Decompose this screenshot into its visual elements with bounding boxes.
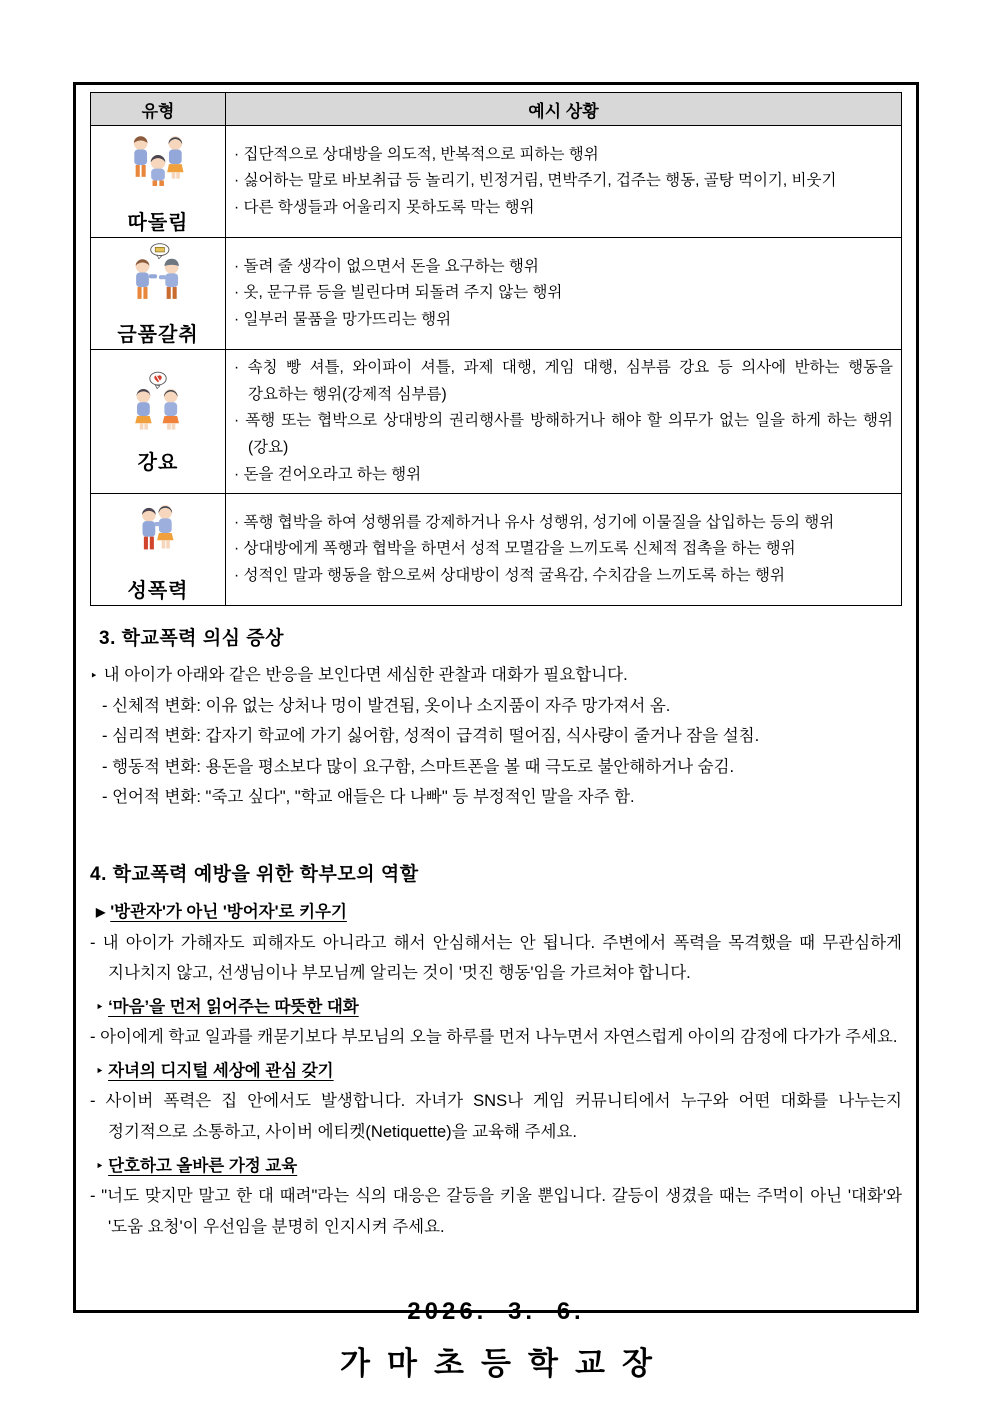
table-header-type: 유형 — [91, 93, 226, 126]
example-item: · 일부러 물품을 망가뜨리는 행위 — [234, 310, 452, 328]
parent-role-subsection — [90, 993, 902, 1053]
subsection-heading — [96, 1152, 902, 1182]
subsection-heading-text: 자녀의 디지털 세상에 관심 갖기 — [108, 1061, 334, 1080]
subsection-heading — [96, 898, 902, 928]
type-label: 따돌림 — [127, 212, 189, 234]
example-item: · 다른 학생들과 어울리지 못하도록 막는 행위 — [234, 198, 535, 216]
bullying-icon — [127, 130, 189, 200]
subsection-heading-text: '방관자'가 아닌 '방어자'로 키우기 — [110, 902, 347, 921]
symptom-item: - 행동적 변화: 용돈을 평소보다 많이 요구함, 스마트폰을 볼 때 극도로 불안해하거나 숨김. — [102, 757, 735, 776]
example-item: · 돌려 줄 생각이 없으면서 돈을 요구하는 행위 — [234, 257, 539, 275]
document-frame — [73, 82, 919, 1382]
symptom-item: - 심리적 변화: 갑자기 학교에 가기 싫어함, 성적이 급격히 떨어짐, 식사량이 줄거나 잠을 설침. — [102, 727, 760, 746]
section3-title: 3. 학교폭력 의심 증상 — [99, 628, 285, 650]
extortion-icon — [127, 242, 189, 312]
example-item: · 싫어하는 말로 바보취급 등 놀리기, 빈정거림, 면박주기, 겁주는 행동, 골탕 먹이기, 비웃기 — [234, 172, 837, 190]
table-row — [91, 494, 902, 606]
example-item: · 집단적으로 상대방을 의도적, 반복적으로 피하는 행위 — [234, 145, 599, 163]
sexual-violence-icon — [127, 498, 189, 568]
principal-signature: 가마초등학교장 — [340, 1346, 670, 1382]
subsection-body: - 내 아이가 가해자도 피해자도 아니라고 해서 안심해서는 안 됩니다. 주변에서 폭력을 목격했을 때 무관심하게 지나치지 않고, 선생님이나 부모님께 알리는 것이 '멋진 행동'임을 가르쳐야 합니다. — [90, 933, 902, 983]
table-row — [91, 238, 902, 350]
parent-role-subsection — [90, 1152, 902, 1243]
section4-title: 4. 학교폭력 예방을 위한 학부모의 역할 — [90, 863, 419, 885]
subsection-heading-text: ‘마음’을 먼저 읽어주는 따뜻한 대화 — [108, 997, 359, 1016]
issue-date: 2026. 3. 6. — [407, 1298, 585, 1326]
subsection-body: - 사이버 폭력은 집 안에서도 발생합니다. 자녀가 SNS나 게임 커뮤니티에서 누구와 어떤 대화를 나누는지 정기적으로 소통하고, 사이버 에티켓(Netiquette)을 교육해 주세요. — [90, 1092, 902, 1141]
example-item: · 속칭 빵 셔틀, 와이파이 셔틀, 과제 대행, 게임 대행, 심부름 강요 등 의사에 반하는 행동을 강요하는 행위(강제적 심부름) — [234, 359, 893, 403]
triangle-bullet-icon: ‣ — [96, 1063, 104, 1078]
triangle-bullet-icon: ‣ — [90, 668, 98, 684]
example-item: · 옷, 문구류 등을 빌린다며 되돌려 주지 않는 행위 — [234, 284, 563, 302]
bullying-icon — [127, 130, 189, 200]
table-row — [91, 350, 902, 494]
parent-role-subsection — [90, 898, 902, 989]
subsection-heading — [96, 993, 902, 1023]
subsection-body: - 아이에게 학교 일과를 캐묻기보다 부모님의 오늘 하루를 먼저 나누면서 자연스럽게 아이의 감정에 다가가 주세요. — [90, 1028, 898, 1047]
table-row — [91, 126, 902, 238]
example-item: · 상대방에게 폭행과 협박을 하면서 성적 모멸감을 느끼도록 신체적 접촉을 하는 행위 — [234, 540, 796, 558]
table-header-example: 예시 상황 — [226, 93, 902, 126]
symptom-item: - 신체적 변화: 이유 없는 상처나 멍이 발견됨, 옷이나 소지품이 자주 망가져서 옴. — [102, 696, 671, 715]
footer — [90, 1298, 902, 1383]
violence-types-table — [90, 92, 902, 606]
table-header-row — [91, 93, 902, 126]
subsection-heading-text: 단호하고 올바른 가정 교육 — [108, 1156, 298, 1175]
section-symptoms — [90, 623, 902, 813]
extortion-icon — [127, 242, 189, 312]
symptom-list — [90, 691, 902, 813]
type-label: 성폭력 — [127, 580, 189, 603]
example-item: · 성적인 말과 행동을 함으로써 상대방이 성적 굴욕감, 수치감을 느끼도록 하는 행위 — [234, 567, 785, 585]
subsection-body: - "너도 맞지만 말고 한 대 때려"라는 식의 대응은 갈등을 키울 뿐입니다. 갈등이 생겼을 때는 주먹이 아닌 '대화'와 '도움 요청'이 우선임을 분명히 인지시켜 주세요. — [90, 1187, 902, 1236]
example-item: · 폭행 협박을 하여 성행위를 강제하거나 유사 성행위, 성기에 이물질을 삽입하는 등의 행위 — [234, 513, 835, 531]
triangle-bullet-icon: ▶ — [96, 904, 106, 919]
type-label: 강요 — [137, 452, 179, 475]
subsection-heading — [96, 1057, 902, 1087]
triangle-bullet-icon: ‣ — [96, 1158, 104, 1173]
example-item: · 돈을 걷어오라고 하는 행위 — [234, 465, 422, 483]
parent-role-subsection — [90, 1057, 902, 1148]
coercion-icon — [127, 370, 189, 440]
triangle-bullet-icon: ‣ — [96, 999, 104, 1014]
section3-intro — [90, 660, 902, 691]
coercion-icon — [127, 370, 189, 440]
sexual-violence-icon — [127, 498, 189, 568]
section3-intro-text: 내 아이가 아래와 같은 반응을 보인다면 세심한 관찰과 대화가 필요합니다. — [103, 666, 628, 685]
section-parent-role — [90, 859, 902, 1242]
symptom-item: - 언어적 변화: "죽고 싶다", "학교 애들은 다 나빠" 등 부정적인 말을 자주 함. — [102, 788, 635, 807]
type-label: 금품갈취 — [117, 324, 199, 346]
example-item: · 폭행 또는 협박으로 상대방의 권리행사를 방해하거나 해야 할 의무가 없는 일을 하게 하는 행위(강요) — [234, 412, 893, 456]
